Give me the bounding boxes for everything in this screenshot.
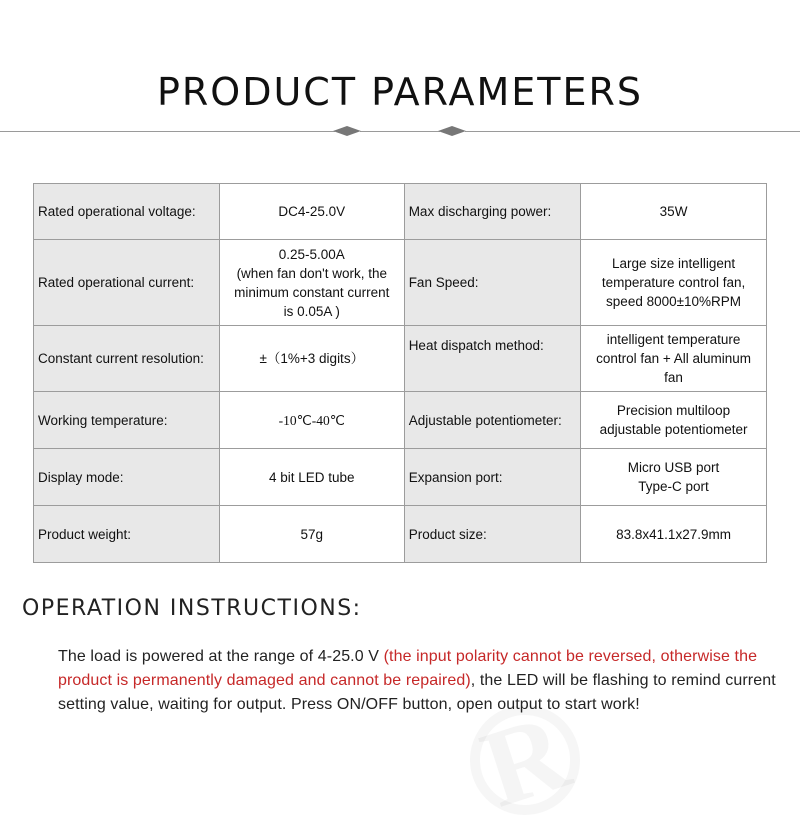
table-row (34, 449, 767, 506)
polarity-warning: (the input polarity cannot be reversed, otherwise the product is permanently damaged and cannot be repaired) (58, 648, 758, 689)
diamond-ornament-icon (438, 126, 452, 136)
param-value: 0.25-5.00A (when fan don't work, the minimum constant current is 0.05A ) (219, 240, 404, 326)
param-value: 83.8x41.1x27.9mm (581, 506, 767, 563)
param-value: Precision multiloop adjustable potentiometer (581, 392, 767, 449)
table-row (34, 184, 767, 240)
table-row (34, 326, 767, 392)
param-value: DC4-25.0V (219, 184, 404, 240)
instructions-text: The load is powered at the range of 4-25.0 V (58, 648, 384, 665)
divider-line (360, 131, 440, 132)
divider-line (0, 131, 335, 132)
divider-line (465, 131, 800, 132)
table-row (34, 240, 767, 326)
page-title: PRODUCT PARAMETERS (156, 70, 643, 114)
param-value: ±（1%+3 digits） (219, 326, 404, 392)
param-value: intelligent temperature control fan + All aluminum fan (581, 326, 767, 392)
param-value: -10℃-40℃ (219, 392, 404, 449)
product-parameters-table (33, 183, 767, 563)
param-label: Display mode: (34, 449, 220, 506)
param-value: 35W (581, 184, 767, 240)
diamond-ornament-icon (333, 126, 347, 136)
instructions-paragraph (58, 645, 788, 717)
param-label: Working temperature: (34, 392, 220, 449)
param-label: Constant current resolution: (34, 326, 220, 392)
param-label: Heat dispatch method: (404, 326, 580, 392)
param-value: 4 bit LED tube (219, 449, 404, 506)
param-value: Micro USB port Type-C port (581, 449, 767, 506)
param-label: Rated operational current: (34, 240, 220, 326)
param-label: Product weight: (34, 506, 220, 563)
param-label: Rated operational voltage: (34, 184, 220, 240)
param-label: Product size: (404, 506, 580, 563)
param-label: Expansion port: (404, 449, 580, 506)
table-row (34, 506, 767, 563)
section-title: OPERATION INSTRUCTIONS: (22, 596, 362, 621)
param-label: Fan Speed: (404, 240, 580, 326)
param-label: Max discharging power: (404, 184, 580, 240)
table-row (34, 392, 767, 449)
param-value: Large size intelligent temperature control fan, speed 8000±10%RPM (581, 240, 767, 326)
param-label: Adjustable potentiometer: (404, 392, 580, 449)
param-value: 57g (219, 506, 404, 563)
instructions-text: , the LED will be flashing to remind current setting value, waiting for output. Press ON/OFF button, open output to start work! (58, 672, 776, 713)
